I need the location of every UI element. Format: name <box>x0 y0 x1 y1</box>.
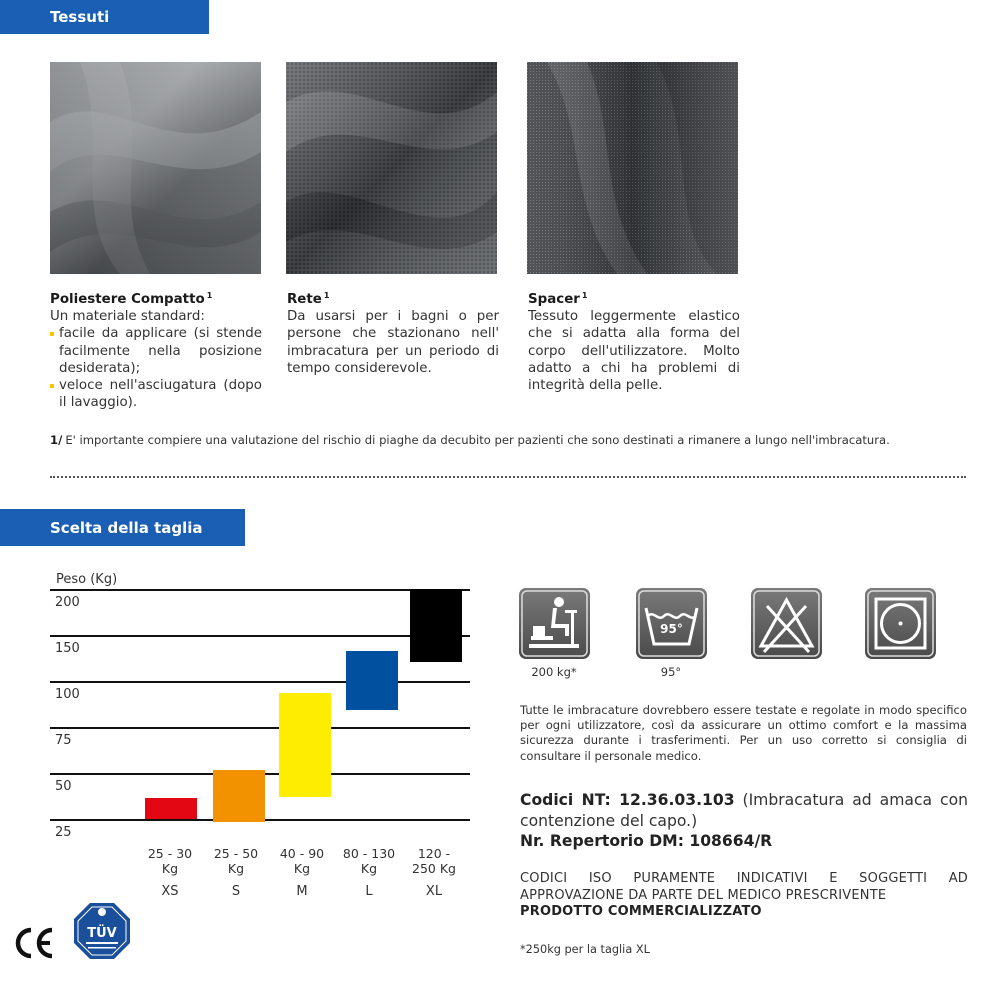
disclaimer-text: Tutte le imbracature dovrebbero essere testate e regolate in modo specifico per ogni utilizzatore, così da assicurare un ottimo comfort e la massima sicurezza durante i trasferimenti. Per un uso corretto si consiglia di consultare il personale medico. <box>520 703 967 763</box>
y-axis-label: Peso (Kg) <box>56 572 118 587</box>
no-bleach-icon <box>751 588 822 659</box>
weight-note: *250kg per la taglia XL <box>520 943 650 956</box>
fabric-image-mesh <box>286 62 497 274</box>
y-tick-label: 50 <box>55 779 72 794</box>
commercialized-product-label: PRODOTTO COMMERCIALIZZATO <box>520 904 762 920</box>
divider <box>50 476 966 478</box>
fabric-desc: Tessuto leggermente elastico che si adatta alla forma del corpo dell'utilizzatore. Molto adatto a chi ha problemi di integrità della pelle. <box>528 309 740 394</box>
fabric-name-text: Rete <box>287 292 322 307</box>
lifter-icon <box>519 588 590 659</box>
y-tick-label: 100 <box>55 687 80 702</box>
y-tick-label: 200 <box>55 595 80 610</box>
x-range-label: 40 - 90 <box>279 846 325 861</box>
y-tick-label: 25 <box>55 825 72 840</box>
y-tick-label: 150 <box>55 641 80 656</box>
footnote <box>50 433 890 447</box>
bar-l <box>346 651 398 710</box>
nt-code-description: (Imbracatura ad amaca con contenzione del capo.) <box>520 791 968 830</box>
footnote-ref: 1 <box>581 291 588 300</box>
footnote-ref: 1 <box>206 291 213 300</box>
fabric-name-text: Spacer <box>528 292 580 307</box>
fabric-description-mesh <box>287 287 499 377</box>
fabric-intro: Un materiale standard: <box>50 309 205 325</box>
dm-repertory-number: Nr. Repertorio DM: 108664/R <box>520 832 773 850</box>
x-category-label: S <box>231 884 241 899</box>
fabric-name-spacer <box>528 287 740 308</box>
iso-notice-text: CODICI ISO PURAMENTE INDICATIVI E SOGGETTI AD APPROVAZIONE DA PARTE DEL MEDICO PRESCRIVENTE <box>520 871 968 903</box>
bar-s <box>213 770 265 822</box>
fabric-bullet: veloce nell'asciugatura (dopo il lavaggio). <box>50 377 262 411</box>
section-title-fabrics <box>0 0 209 34</box>
bar-xs <box>145 798 197 819</box>
x-range-label: Kg <box>293 861 311 876</box>
x-category-label: L <box>365 884 373 899</box>
section-title-size-text: Scelta della taglia <box>50 518 203 537</box>
x-range-label: Kg <box>227 861 245 876</box>
y-tick-label: 75 <box>55 733 72 748</box>
fabric-image-polyester <box>50 62 261 274</box>
x-range-label: Kg <box>161 861 179 876</box>
product-codes <box>520 790 968 852</box>
fabric-bullet: facile da applicare (si stende facilmente nella posizione desiderata); <box>50 325 262 377</box>
x-range-label: 250 Kg <box>412 861 456 876</box>
x-category-label: XS <box>161 884 179 899</box>
x-range-label: 25 - 50 <box>213 846 259 861</box>
nt-code: Codici NT: 12.36.03.103 <box>520 791 735 809</box>
section-title-size <box>0 509 245 546</box>
iso-notice <box>520 871 968 921</box>
x-category-label: M <box>296 884 308 899</box>
x-range-label: 25 - 30 <box>147 846 193 861</box>
fabric-desc: Da usarsi per i bagni o per persone che stazionano nell' imbracatura per un periodo di tempo considerevole. <box>287 309 499 376</box>
bar-xl <box>410 589 462 662</box>
lifter-capacity-label: 200 kg* <box>531 665 577 679</box>
tuv-certification-logo <box>72 901 132 961</box>
fabric-name-text: Poliestere Compatto <box>50 292 205 307</box>
wash-95-icon <box>636 588 707 659</box>
fabric-description-polyester <box>50 287 262 411</box>
x-category-label: XL <box>425 884 443 899</box>
x-range-label: Kg <box>360 861 378 876</box>
footnote-text: E' importante compiere una valutazione del rischio di piaghe da decubito per pazienti che sono destinati a rimanere a lungo nell'imbracatura. <box>65 433 890 447</box>
tumble-dry-icon <box>865 588 936 659</box>
ce-mark-logo <box>12 924 56 962</box>
fabric-image-spacer <box>527 62 738 274</box>
fabric-name-mesh <box>287 287 499 308</box>
size-chart <box>0 560 500 900</box>
wash-temperature-label: 95° <box>660 665 682 679</box>
x-range-label: 80 - 130 <box>342 846 396 861</box>
x-range-label: 120 - <box>417 846 451 861</box>
fabric-description-spacer <box>528 287 740 394</box>
section-title-fabrics-text: Tessuti <box>50 8 110 26</box>
wash-temperature: 95° <box>660 622 683 636</box>
footnote-marker: 1/ <box>50 433 63 447</box>
svg-text:TÜV: TÜV <box>87 926 117 941</box>
fabric-name-polyester <box>50 287 262 308</box>
bar-m <box>279 693 331 797</box>
footnote-ref: 1 <box>323 291 330 300</box>
